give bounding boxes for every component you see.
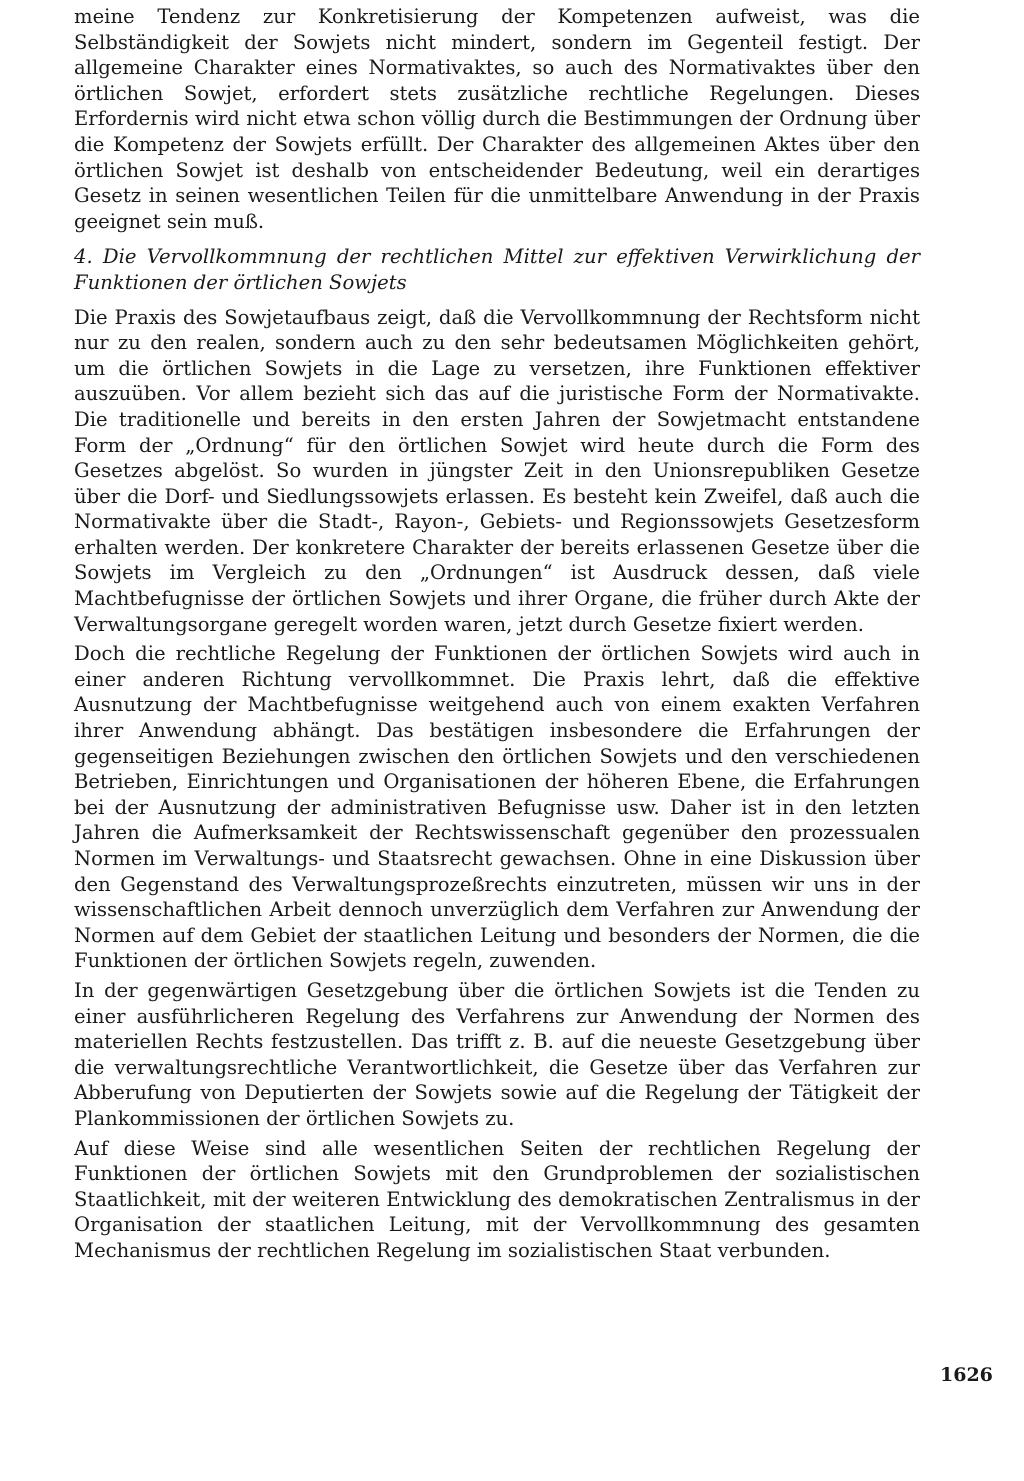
document-page — [74, 4, 920, 1264]
paragraph-intro: meine Tendenz zur Konkretisierung der Kompetenzen aufweist, was die Selbständigkeit der Sowjets nicht mindert, sondern im Gegenteil festigt. Der allgemeine Charakter eines Normativaktes, so auch des Normativaktes über den örtlichen Sowjet, erfordert stets zusätzliche rechtliche Regelungen. Dieses Erfordernis wird nicht etwa schon völlig durch die Bestimmungen der Ordnung über die Kompetenz der Sowjets erfüllt. Der Charakter des allgemeinen Aktes über den örtlichen Sowjet ist deshalb von entscheidender Bedeutung, weil ein derartiges Gesetz in seinen wesentlichen Teilen für die unmittelbare Anwendung in der Praxis geeignet sein muß. — [74, 5, 920, 233]
paragraph-gesetzgebung: In der gegenwärtigen Gesetzgebung über die örtlichen Sowjets ist die Tenden zu einer ausführlicheren Regelung des Verfahrens zur Anwendung der Normen des materiellen Rechts festzustellen. Das trifft z. B. auf die neueste Gesetzgebung über die verwaltungsrechtliche Verantwortlichkeit, die Gesetze über das Verfahren zur Abberufung von Deputierten der Sowjets sowie auf die Regelung der Tätigkeit der Plankommissionen der örtlichen Sowjets zu. — [74, 978, 920, 1130]
paragraph-rechtsform: Die Praxis des Sowjetaufbaus zeigt, daß die Vervollkommnung der Rechtsform nicht nur zu den realen, sondern auch zu den sehr bedeutsamen Möglichkeiten gehört, um die örtlichen Sowjets in die Lage zu versetzen, ihre Funktionen effektiver auszuüben. Vor allem bezieht sich das auf die juristische Form der Normativakte. Die traditionelle und bereits in den ersten Jahren der Sowjetmacht entstandene Form der „Ordnung“ für den örtlichen Sowjet wird heute durch die Form des Gesetzes abgelöst. So wurden in jüngster Zeit in den Unionsrepubliken Gesetze über die Dorf- und Siedlungssowjets erlassen. Es besteht kein Zweifel, daß auch die Normativakte über die Stadt-, Rayon-, Gebiets- und Regionssowjets Gesetzesform erhalten werden. Der konkretere Charakter der bereits erlassenen Gesetze über die Sowjets im Vergleich zu den „Ordnungen“ ist Ausdruck dessen, daß viele Machtbefugnisse der örtlichen Sowjets und ihrer Organe, die früher durch Akte der Verwaltungsorgane geregelt worden waren, jetzt durch Gesetze fixiert werden. — [74, 305, 920, 636]
page-number: 1626 — [940, 1364, 993, 1386]
paragraph-verfahren: Doch die rechtliche Regelung der Funktionen der örtlichen Sowjets wird auch in einer anderen Richtung vervollkommnet. Die Praxis lehrt, daß die effektive Ausnutzung der Machtbefugnisse weitgehend auch von einem exakten Verfahren ihrer Anwendung abhängt. Das bestätigen insbesondere die Erfahrungen der gegenseitigen Beziehungen zwischen den örtlichen Sowjets und den verschiedenen Betrieben, Einrichtungen und Organisationen der höheren Ebene, die Erfahrungen bei der Ausnutzung der administrativen Befugnisse usw. Daher ist in den letzten Jahren die Aufmerksamkeit der Rechtswissenschaft gegenüber den prozessualen Normen im Verwaltungs- und Staatsrecht gewachsen. Ohne in eine Diskussion über den Gegenstand des Verwaltungsprozeßrechts einzutreten, müssen wir uns in der wissenschaftlichen Arbeit dennoch unverzüglich dem Verfahren zur Anwendung der Normen auf dem Gebiet der staatlichen Leitung und besonders der Normen, die die Funktionen der örtlichen Sowjets regeln, zuwenden. — [74, 642, 920, 973]
paragraph-conclusion: Auf diese Weise sind alle wesentlichen Seiten der rechtlichen Regelung der Funktionen der örtlichen Sowjets mit den Grundproblemen der sozialistischen Staatlichkeit, mit der weiteren Entwicklung des demokratischen Zentralismus in der Organisation der staatlichen Leitung, mit der Vervollkommnung des gesamten Mechanismus der rechtlichen Regelung im sozialistischen Staat verbunden. — [74, 1136, 920, 1262]
section-heading: 4. Die Vervollkommnung der rechtlichen Mittel zur effektiven Verwirklichung der Funktionen der örtlichen Sowjets — [74, 245, 920, 294]
